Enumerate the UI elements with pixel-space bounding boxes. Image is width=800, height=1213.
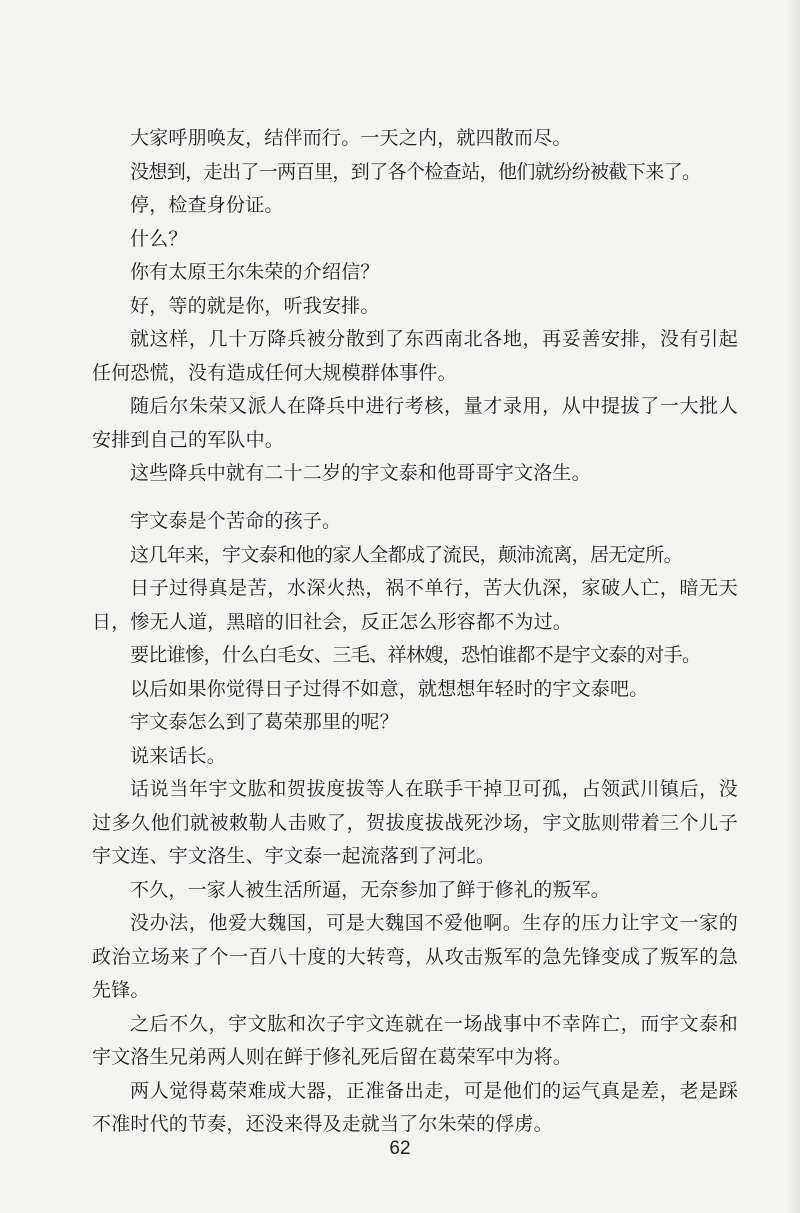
paragraph: 这些降兵中就有二十二岁的宇文泰和他哥哥宇文洛生。 [130, 462, 591, 484]
paragraph: 随后尔朱荣又派人在降兵中进行考核，量才录用，从中提拔了一大批人安排到自己的军队中。 [92, 395, 738, 451]
paragraph: 两人觉得葛荣难成大器，正准备出走，可是他们的运气真是差，老是踩不准时代的节奏，还没来得及走就当了尔朱荣的俘虏。 [92, 1079, 738, 1135]
paragraph: 就这样，几十万降兵被分散到了东西南北各地，再妥善安排，没有引起任何恐慌，没有造成任何大规模群体事件。 [92, 328, 738, 384]
paragraph: 宇文泰怎么到了葛荣那里的呢？ [130, 711, 399, 733]
paragraph: 好，等的就是你，听我安排。 [130, 294, 380, 317]
paragraph: 大家呼朋唤友，结伴而行。一天之内，就四散而尽。 [130, 127, 572, 149]
paragraph: 日子过得真是苦，水深火热，祸不单行，苦大仇深，家破人亡，暗无天日，惨无人道，黑暗的旧社会，反正怎么形容都不为过。 [92, 577, 738, 633]
paragraph: 这几年来，宇文泰和他的家人全都成了流民，颠沛流离，居无定所。 [130, 543, 683, 566]
paragraph: 你有太原王尔朱荣的介绍信？ [130, 261, 380, 283]
paragraph: 没办法，他爱大魏国，可是大魏国不爱他啊。生存的压力让宇文一家的政治立场来了个一百八十度的大转弯，从攻击叛军的急先锋变成了叛军的急先锋。 [92, 912, 738, 1001]
text-section-2 [92, 505, 738, 1142]
paragraph: 之后不久，宇文肱和次子宇文连就在一场战事中不幸阵亡，而宇文泰和宇文洛生兄弟两人则在鲜于修礼死后留在葛荣军中为将。 [92, 1012, 738, 1068]
paragraph: 说来话长。 [130, 744, 227, 767]
paragraph: 话说当年宇文肱和贺拔度拔等人在联手干掉卫可孤，占领武川镇后，没过多久他们就被敕勒人击败了，贺拔度拔战死沙场，宇文肱则带着三个儿子宇文连、宇文洛生、宇文泰一起流落到了河北。 [92, 778, 738, 867]
paragraph: 宇文泰是个苦命的孩子。 [130, 510, 342, 532]
paragraph: 要比谁惨，什么白毛女、三毛、祥林嫂，恐怕谁都不是宇文泰的对手。 [130, 644, 701, 666]
page-number: 62 [389, 1138, 411, 1159]
paragraph: 没想到，走出了一两百里，到了各个检查站，他们就纷纷被截下来了。 [130, 160, 701, 183]
paragraph: 不久，一家人被生活所逼，无奈参加了鲜于修礼的叛军。 [130, 878, 611, 901]
page-edge-shadow [786, 0, 800, 1213]
paragraph: 停，检查身份证。 [130, 194, 284, 216]
text-section-1 [92, 122, 738, 491]
paragraph: 以后如果你觉得日子过得不如意，就想想年轻时的宇文泰吧。 [130, 677, 649, 700]
paragraph: 什么？ [130, 227, 188, 250]
